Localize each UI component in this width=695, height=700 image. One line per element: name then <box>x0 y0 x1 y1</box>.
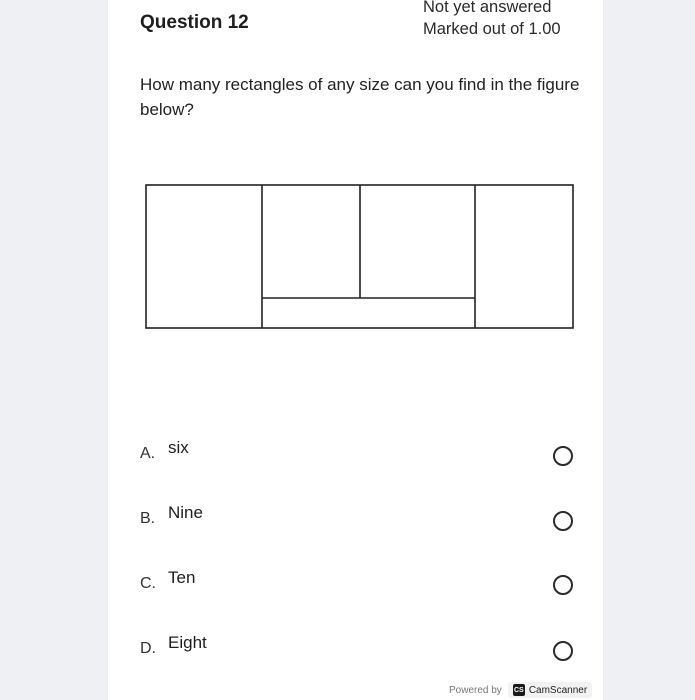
option-a-letter: A. <box>140 445 156 462</box>
camscanner-badge <box>508 682 592 698</box>
option-d-radio[interactable] <box>553 641 573 661</box>
option-c-radio[interactable] <box>553 575 573 595</box>
option-d-letter: D. <box>140 640 156 657</box>
option-c-letter: C. <box>140 575 156 592</box>
option-b-text: Nine <box>168 503 203 522</box>
option-a-radio[interactable] <box>553 446 573 466</box>
rectangle-figure <box>145 183 575 331</box>
question-status <box>423 0 561 40</box>
question-text: How many rectangles of any size can you find in the figure below? <box>140 75 580 119</box>
question-number: Question 12 <box>140 12 249 33</box>
powered-by-label: Powered by <box>449 684 502 696</box>
camscanner-footer <box>449 681 592 699</box>
marks-info: Marked out of 1.00 <box>423 20 561 38</box>
answer-status: Not yet answered <box>423 0 552 16</box>
camscanner-brand: CamScanner <box>528 684 588 696</box>
camscanner-logo-icon: CS <box>513 684 525 696</box>
option-c-text: Ten <box>168 568 196 587</box>
option-d-text: Eight <box>168 633 207 652</box>
option-b-radio[interactable] <box>553 511 573 531</box>
option-b-letter: B. <box>140 510 156 527</box>
option-a-text: six <box>168 438 189 457</box>
